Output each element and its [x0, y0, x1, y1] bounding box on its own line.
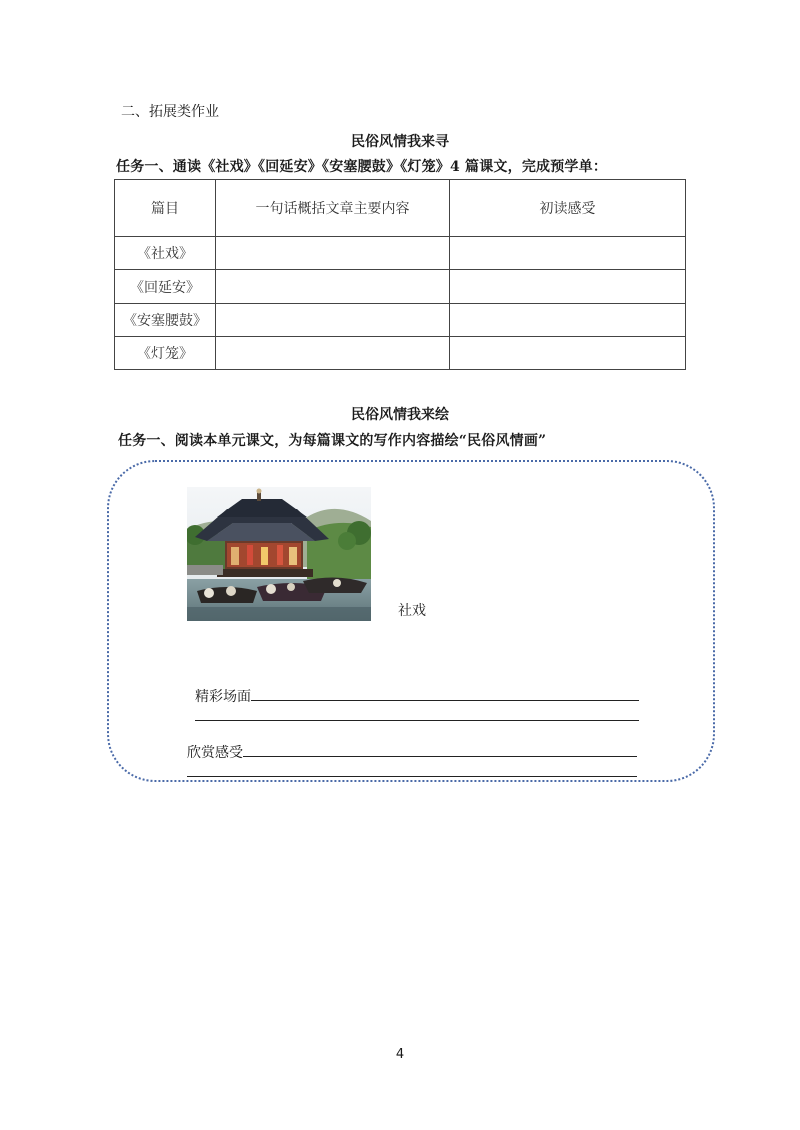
- feeling-cell[interactable]: [450, 270, 686, 303]
- table-row: [115, 270, 686, 303]
- preview-table: [114, 179, 686, 370]
- table-row: [115, 237, 686, 270]
- header-feeling: 初读感受: [450, 180, 686, 237]
- table-header-row: [115, 180, 686, 237]
- feeling-label: 欣赏感受: [187, 745, 243, 761]
- feeling-input-line-2[interactable]: [187, 776, 637, 777]
- photo-caption: 社戏: [398, 603, 426, 619]
- feeling-cell[interactable]: [450, 303, 686, 336]
- row-title: 《安塞腰鼓》: [115, 303, 216, 336]
- feeling-cell[interactable]: [450, 237, 686, 270]
- part1-title: 民俗风情我来寻: [351, 134, 449, 150]
- part2-task-instruction: 任务一、阅读本单元课文，为每篇课文的写作内容描绘“民俗风情画”: [118, 433, 547, 449]
- part2-title: 民俗风情我来绘: [351, 407, 449, 423]
- table-row: [115, 336, 686, 369]
- summary-cell[interactable]: [216, 237, 450, 270]
- summary-cell[interactable]: [216, 270, 450, 303]
- feeling-input-line-1[interactable]: [243, 756, 637, 757]
- row-title: 《回延安》: [115, 270, 216, 303]
- opera-stage-photo: [187, 487, 371, 621]
- section-heading: 二、拓展类作业: [121, 104, 219, 120]
- header-summary: 一句话概括文章主要内容: [216, 180, 450, 237]
- scene-input-line-2[interactable]: [195, 720, 639, 721]
- feeling-cell[interactable]: [450, 336, 686, 369]
- part1-task-instruction: 任务一、通读《社戏》《回延安》《安塞腰鼓》《灯笼》4 篇课文，完成预学单：: [116, 159, 608, 175]
- summary-cell[interactable]: [216, 303, 450, 336]
- scene-input-line-1[interactable]: [251, 700, 639, 701]
- header-title: 篇目: [115, 180, 216, 237]
- row-title: 《灯笼》: [115, 336, 216, 369]
- summary-cell[interactable]: [216, 336, 450, 369]
- page-number: 4: [395, 1047, 405, 1062]
- table-row: [115, 303, 686, 336]
- scene-label: 精彩场面: [195, 689, 251, 705]
- row-title: 《社戏》: [115, 237, 216, 270]
